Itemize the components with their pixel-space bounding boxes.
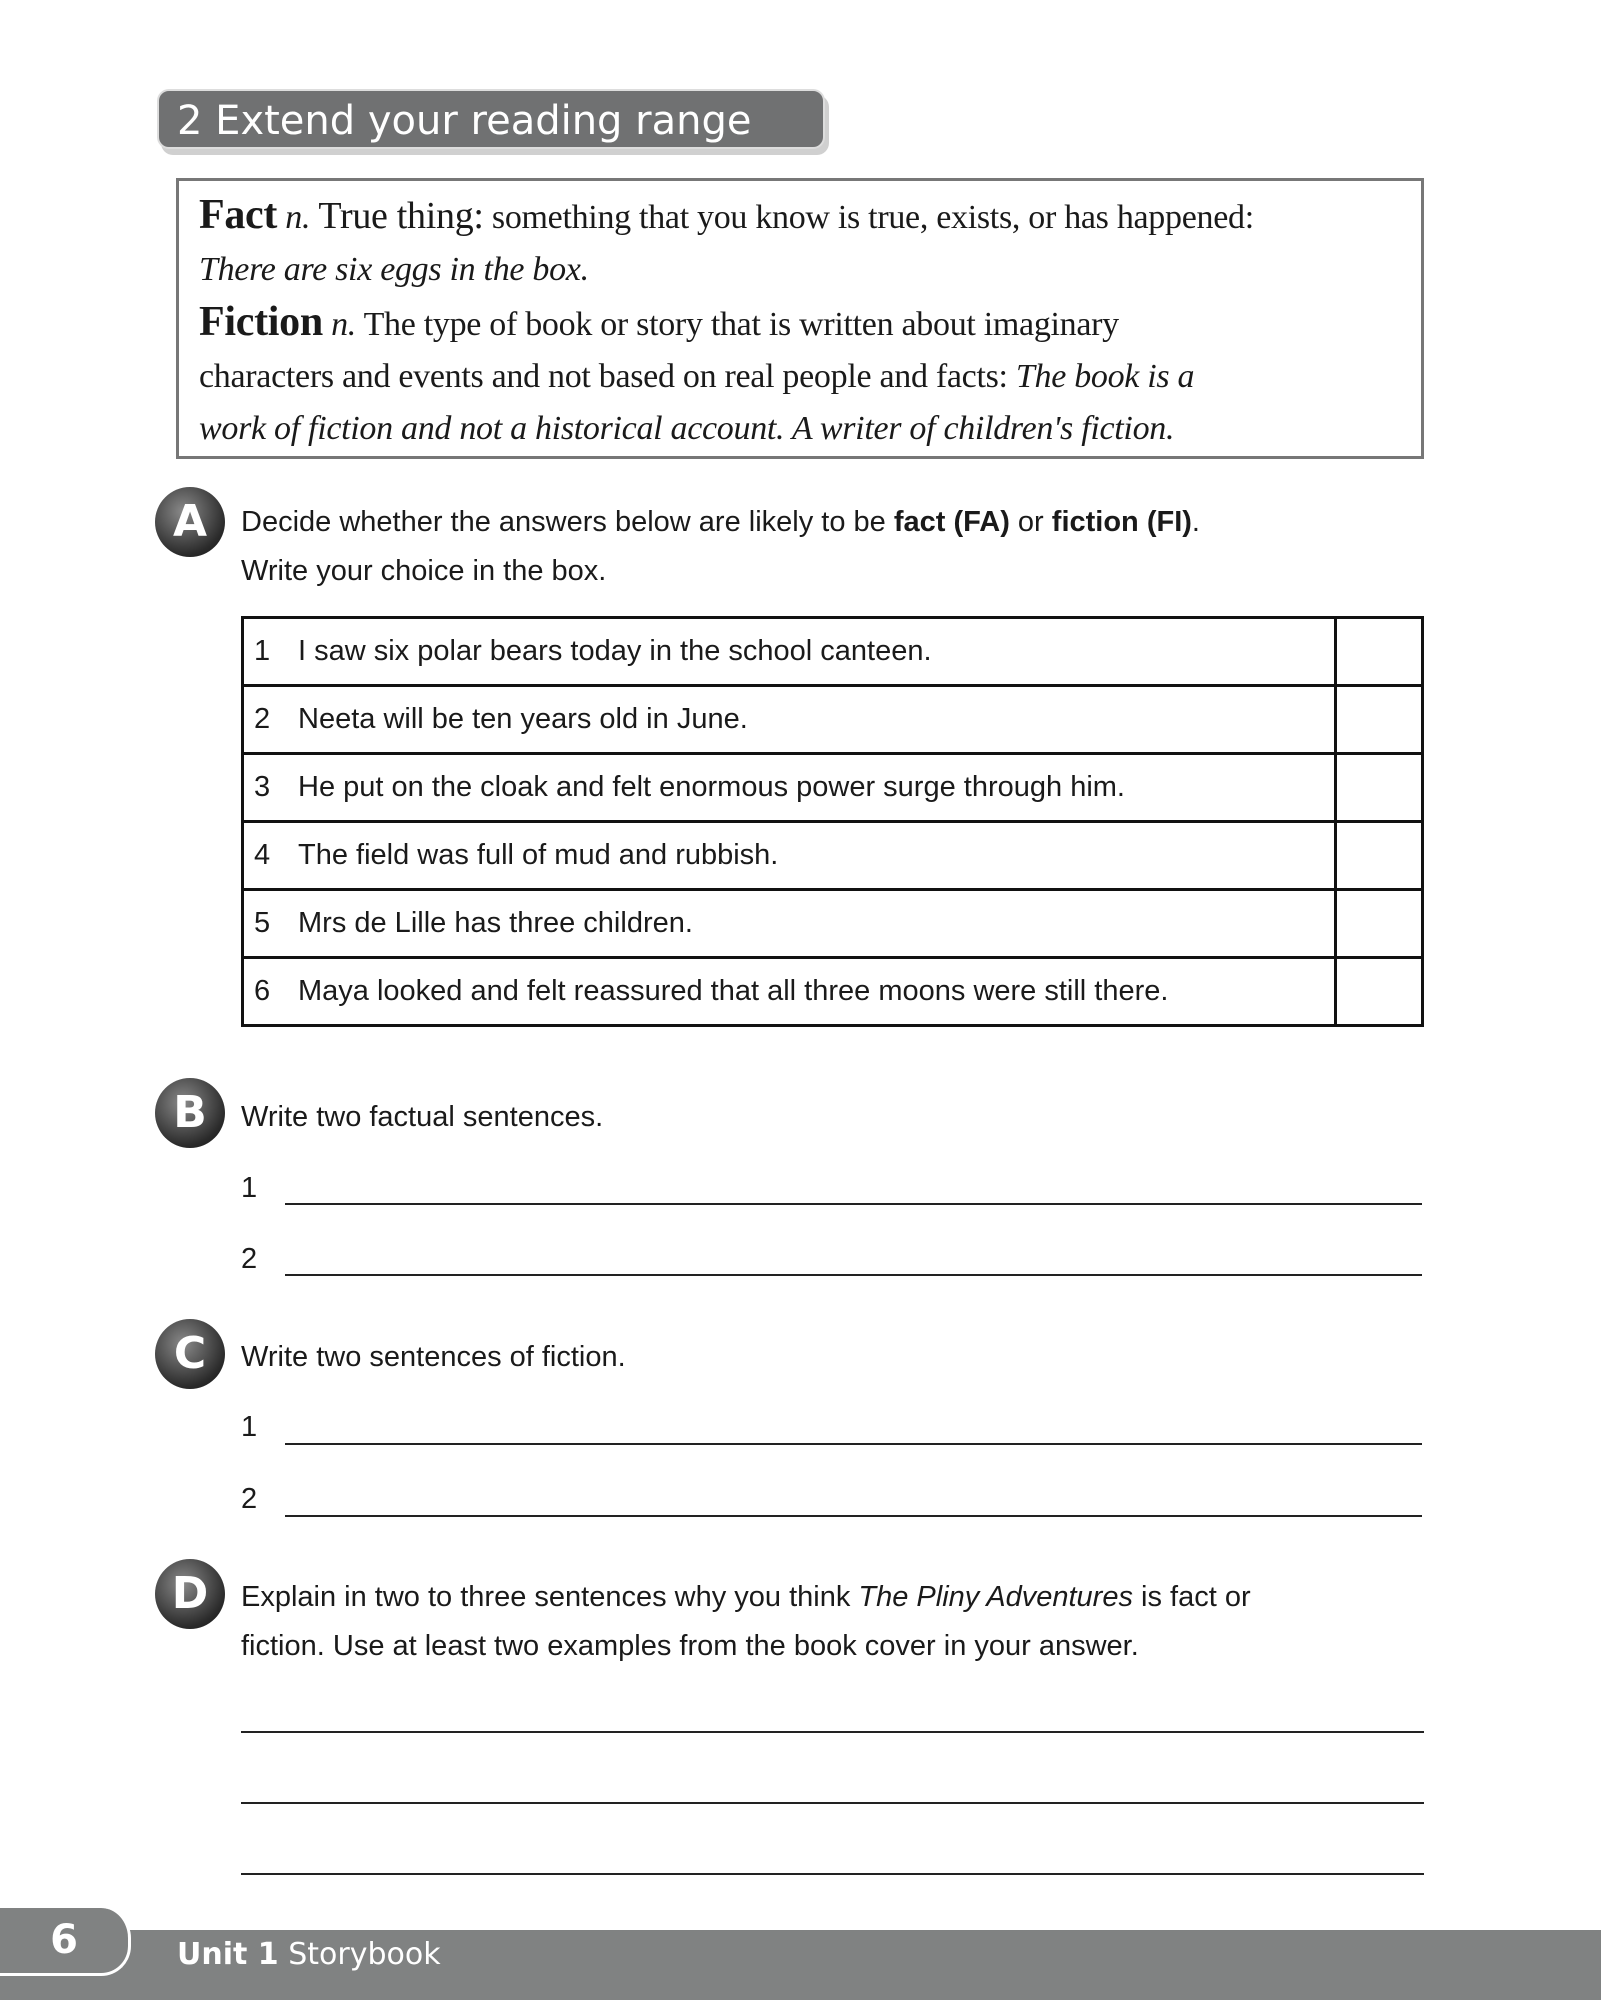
answer-line-b1[interactable]	[285, 1203, 1422, 1205]
row-number: 1	[254, 635, 271, 667]
fact-pos: n.	[285, 199, 311, 236]
instruction-text: Explain in two to three sentences why you think	[241, 1581, 851, 1613]
answer-box[interactable]	[1336, 822, 1423, 890]
answer-box[interactable]	[1336, 686, 1423, 754]
exercise-b-instruction: Write two factual sentences.	[241, 1101, 604, 1133]
statement-cell	[243, 686, 1336, 754]
book-title: The Pliny Adventures	[858, 1581, 1133, 1613]
line-label: 1	[241, 1411, 258, 1443]
period: .	[1191, 506, 1200, 538]
instruction-text-2: Write your choice in the box.	[241, 555, 607, 587]
badge-d-icon: D	[155, 1559, 225, 1629]
fact-term: Fact	[199, 192, 278, 238]
statement-cell	[243, 618, 1336, 686]
badge-a-icon: A	[155, 487, 225, 557]
statement-text: The field was full of mud and rubbish.	[298, 839, 779, 871]
fiction-pos: n.	[331, 306, 356, 343]
fiction-definition-text: The type of book or story that is written about imaginary	[363, 306, 1119, 343]
badge-c-icon: C	[155, 1319, 225, 1389]
fiction-label: fiction (FI)	[1051, 506, 1192, 538]
fiction-term: Fiction	[199, 299, 323, 345]
instruction-text: Decide whether the answers below are likely to be	[241, 506, 886, 538]
statement-text: Neeta will be ten years old in June.	[298, 703, 748, 735]
definition-box	[176, 178, 1424, 459]
row-number: 3	[254, 771, 271, 803]
answer-line-d1[interactable]	[241, 1731, 1424, 1733]
unit-label: Unit 1	[177, 1937, 279, 1972]
instruction-text-2: fiction. Use at least two examples from the book cover in your answer.	[241, 1630, 1139, 1662]
section-title: 2 Extend your reading range	[157, 89, 825, 149]
footer-unit	[177, 1930, 441, 1980]
answer-line-d3[interactable]	[241, 1873, 1424, 1875]
fact-label: fact (FA)	[893, 506, 1010, 538]
line-label: 2	[241, 1483, 258, 1515]
instruction-text-post: is fact or	[1141, 1581, 1251, 1613]
statement-text: I saw six polar bears today in the school canteen.	[298, 635, 932, 667]
fact-fiction-table	[241, 616, 1424, 1027]
table-row	[243, 958, 1423, 1026]
unit-title: Storybook	[288, 1937, 441, 1972]
exercise-d-instruction	[241, 1573, 1251, 1671]
answer-box[interactable]	[1336, 754, 1423, 822]
row-number: 2	[254, 703, 271, 735]
answer-line-c2[interactable]	[285, 1515, 1422, 1517]
row-number: 5	[254, 907, 271, 939]
badge-b-icon: B	[155, 1078, 225, 1148]
statement-cell	[243, 958, 1336, 1026]
answer-box[interactable]	[1336, 618, 1423, 686]
statement-cell	[243, 890, 1336, 958]
statement-text: Maya looked and felt reassured that all three moons were still there.	[298, 975, 1169, 1007]
fact-example: There are six eggs in the box.	[199, 251, 589, 288]
answer-line-d2[interactable]	[241, 1802, 1424, 1804]
table-row	[243, 754, 1423, 822]
fact-label: True thing:	[318, 195, 484, 237]
table-row	[243, 822, 1423, 890]
row-number: 4	[254, 839, 271, 871]
fiction-example-2: work of fiction and not a historical account. A writer of children's fiction.	[199, 410, 1175, 447]
table-row	[243, 686, 1423, 754]
row-number: 6	[254, 975, 271, 1007]
page-number: 6	[0, 1908, 131, 1976]
fact-definition-text: something that you know is true, exists, or has happened:	[491, 199, 1254, 236]
answer-box[interactable]	[1336, 958, 1423, 1026]
fact-definition	[199, 189, 1403, 244]
line-label: 2	[241, 1243, 258, 1275]
answer-line-c1[interactable]	[285, 1443, 1422, 1445]
exercise-a-instruction	[241, 498, 1200, 596]
table-row	[243, 618, 1423, 686]
statement-text: Mrs de Lille has three children.	[298, 907, 693, 939]
exercise-c-instruction: Write two sentences of fiction.	[241, 1341, 626, 1373]
table-row	[243, 890, 1423, 958]
statement-text: He put on the cloak and felt enormous power surge through him.	[298, 771, 1125, 803]
statement-cell	[243, 754, 1336, 822]
statement-cell	[243, 822, 1336, 890]
fiction-definition-text-2: characters and events and not based on real people and facts:	[199, 358, 1008, 395]
fiction-example: The book is a	[1015, 358, 1195, 395]
or-text: or	[1017, 506, 1044, 538]
answer-box[interactable]	[1336, 890, 1423, 958]
answer-line-b2[interactable]	[285, 1274, 1422, 1276]
line-label: 1	[241, 1172, 258, 1204]
fiction-definition	[199, 296, 1403, 351]
